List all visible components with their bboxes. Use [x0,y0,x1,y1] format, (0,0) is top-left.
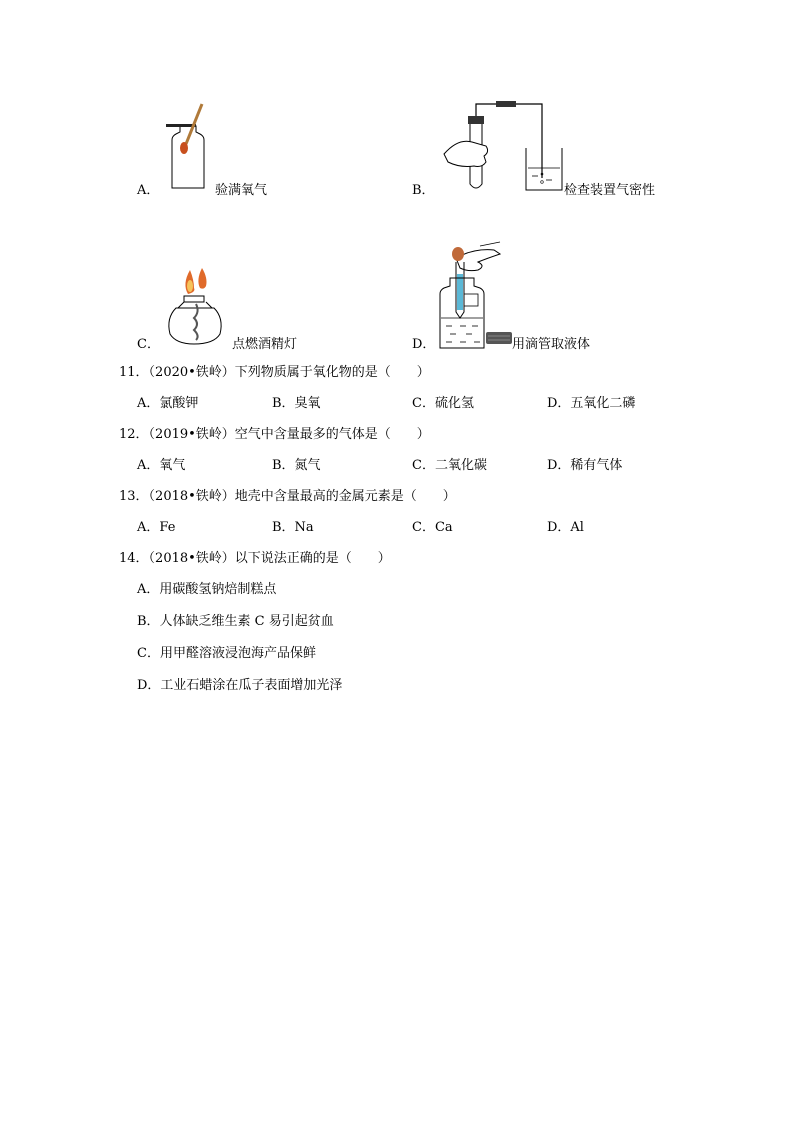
question-13-choice-b: B．Na [272,520,314,535]
question-14-stem: 14．（2018•铁岭）以下说法正确的是（ ） [119,551,391,566]
option-b-caption: 检查装置气密性 [564,183,656,198]
question-11-choice-d: D．五氧化二磷 [547,396,636,411]
alcohol-lamp-lighting-icon [160,258,232,354]
option-d-letter: D． [412,337,436,352]
option-d-caption: 用滴管取液体 [512,337,591,352]
question-14-choice-a: A．用碳酸氢钠焙制糕点 [137,582,277,597]
question-12-choice-b: B．氮气 [272,458,321,473]
question-11-choice-c: C．硫化氢 [412,396,474,411]
question-11-choice-a: A．氯酸钾 [137,396,199,411]
question-12-stem: 12．（2019•铁岭）空气中含量最多的气体是（ ） [119,427,430,442]
option-c-caption: 点燃酒精灯 [232,337,298,352]
question-13-choice-d: D．Al [547,520,584,535]
question-11-stem: 11．（2020•铁岭）下列物质属于氧化物的是（ ） [119,365,430,380]
option-a-caption: 验满氧气 [215,183,268,198]
option-a-letter: A． [137,183,160,198]
option-c-letter: C． [137,337,160,352]
question-13-choice-a: A．Fe [137,520,176,535]
question-14-choice-d: D．工业石蜡涂在瓜子表面增加光泽 [137,678,343,693]
question-11-choice-b: B．臭氧 [272,396,321,411]
question-13-choice-c: C．Ca [412,520,453,535]
question-14-choice-b: B．人体缺乏维生素 C 易引起贫血 [137,614,334,629]
gas-bottle-with-splint-icon [160,100,216,192]
question-13-stem: 13．（2018•铁岭）地壳中含量最高的金属元素是（ ） [119,489,456,504]
question-12-choice-a: A．氧气 [137,458,186,473]
airtightness-check-apparatus-icon [438,98,568,194]
option-b-letter: B． [412,183,435,198]
question-12-choice-d: D．稀有气体 [547,458,623,473]
question-12-choice-c: C．二氧化碳 [412,458,487,473]
question-14-choice-c: C．用甲醛溶液浸泡海产品保鲜 [137,646,316,661]
dropper-into-bottle-icon [434,240,514,352]
